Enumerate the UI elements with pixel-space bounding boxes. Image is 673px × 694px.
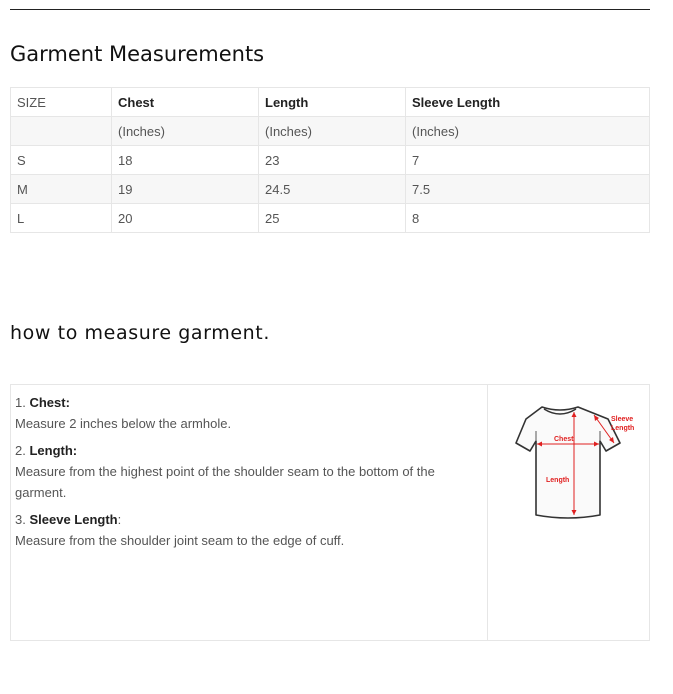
table-header-row: [11, 88, 650, 117]
how-to-title: how to measure garment.: [10, 322, 270, 344]
step-label: Sleeve Length: [29, 512, 118, 527]
sleeve-label-line2: Length: [611, 425, 635, 432]
step-number: 1.: [15, 395, 30, 410]
sleeve-cell: 7: [406, 146, 650, 175]
length-cell: 23: [259, 146, 406, 175]
size-chart-table: [10, 87, 650, 233]
size-cell: M: [11, 175, 112, 204]
step-sleeve-length: [15, 509, 483, 551]
length-cell: 25: [259, 204, 406, 233]
chest-cell: 20: [112, 204, 259, 233]
length-cell: 24.5: [259, 175, 406, 204]
header-size: SIZE: [11, 88, 112, 117]
chest-cell: 18: [112, 146, 259, 175]
chest-label: Chest: [554, 436, 574, 443]
unit-cell: (Inches): [112, 117, 259, 146]
header-chest: Chest: [112, 88, 259, 117]
table-units-row: [11, 117, 650, 146]
how-to-box: [10, 384, 650, 641]
table-row: [11, 204, 650, 233]
table-row: [11, 175, 650, 204]
step-label: Length:: [29, 443, 78, 458]
size-cell: L: [11, 204, 112, 233]
step-description: Measure from the shoulder joint seam to the edge of cuff.: [15, 533, 345, 548]
step-description: Measure from the highest point of the shoulder seam to the bottom of the garment.: [15, 464, 435, 500]
page-title: Garment Measurements: [10, 42, 265, 66]
step-chest: [15, 392, 483, 434]
instructions: [11, 385, 488, 640]
size-cell: S: [11, 146, 112, 175]
step-number: 3.: [15, 512, 30, 527]
sleeve-cell: 8: [406, 204, 650, 233]
unit-cell: (Inches): [259, 117, 406, 146]
step-description: Measure 2 inches below the armhole.: [15, 416, 232, 431]
step-length: [15, 440, 483, 503]
unit-cell: [11, 117, 112, 146]
tshirt-diagram: [504, 397, 644, 522]
table-row: [11, 146, 650, 175]
step-suffix: :: [117, 512, 122, 527]
step-number: 2.: [15, 443, 30, 458]
header-length: Length: [259, 88, 406, 117]
sleeve-cell: 7.5: [406, 175, 650, 204]
top-divider: [10, 9, 650, 10]
tshirt-outline: [516, 407, 620, 518]
step-label: Chest:: [29, 395, 70, 410]
unit-cell: (Inches): [406, 117, 650, 146]
length-label: Length: [546, 477, 570, 484]
sleeve-label-line1: Sleeve: [611, 416, 634, 423]
chest-cell: 19: [112, 175, 259, 204]
header-sleeve-length: Sleeve Length: [406, 88, 650, 117]
diagram-cell: [488, 385, 649, 640]
